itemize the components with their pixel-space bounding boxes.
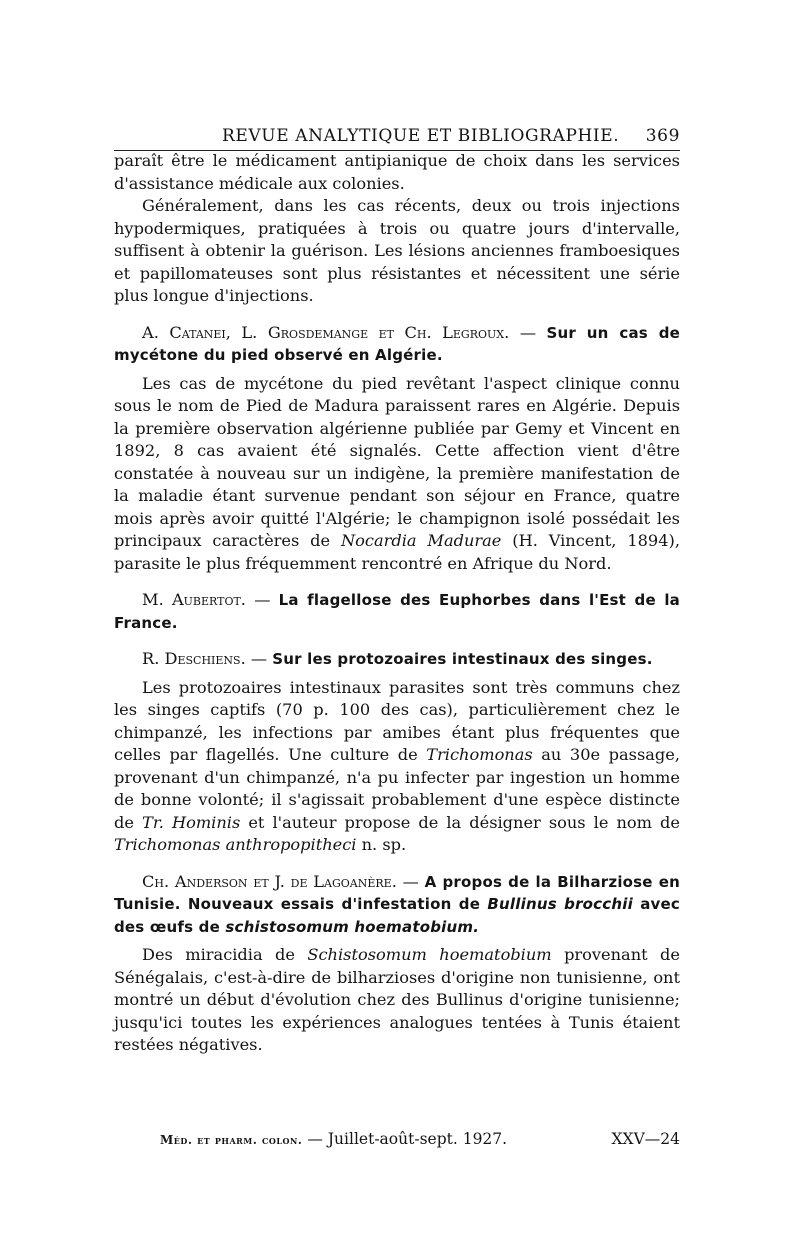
entry-heading-aubertot xyxy=(114,589,680,634)
entry-heading-catanei xyxy=(114,322,680,367)
species-name: Nocardia Madurae xyxy=(340,531,502,550)
entry-heading-anderson xyxy=(114,871,680,939)
species-name: Tr. Hominis xyxy=(142,812,241,832)
entry-authors: Ch. Anderson et J. de Lagoanère. xyxy=(142,871,397,891)
carry-over-paragraph-2: Généralement, dans les cas récents, deux ou trois injections hypodermiques, pratiquées à trois ou quatre jours d'intervalle, suffisent à obtenir la guérison. Les lésions anciennes framboesiques et papillomateuses sont plus résistantes et nécessitent une série plus longue d'injections. xyxy=(114,196,680,305)
species-name: schistosomum hoematobium. xyxy=(225,917,480,936)
entry-title: Sur un cas de mycétone du pied observé en Algérie. xyxy=(114,323,681,364)
species-name: Trichomonas anthropopitheci xyxy=(114,835,357,854)
entry-heading-deschiens xyxy=(114,648,680,671)
species-name: Bullinus brocchii xyxy=(487,895,633,913)
entry-abstract-anderson xyxy=(114,944,680,1057)
signature-mark: XXV—24 xyxy=(611,1130,680,1148)
entry-dash: — xyxy=(519,322,536,342)
abstract-text: (H. Vincent, 1894), parasite le plus fréquemment rencontré en Afrique du Nord. xyxy=(114,531,680,573)
entry-title: La flagellose des Euphorbes dans l'Est de la France. xyxy=(114,591,681,632)
entry-dash: — xyxy=(254,590,271,609)
abstract-text: provenant de Sénégalais, c'est-à-dire de bilharzioses d'origine non tunisienne, ont montré un début d'évolution chez des Bullinus d'origine tunisienne; jusqu'ici toutes les expériences analogues tentées à Tunis étaient restées négatives. xyxy=(114,945,680,1054)
running-title: REVUE ANALYTIQUE ET BIBLIOGRAPHIE. xyxy=(222,126,620,146)
page-body xyxy=(114,150,680,1057)
entry-authors: A. Catanei, L. Grosdemange et Ch. Legroux. xyxy=(142,322,510,342)
abstract-text: Des miracidia de xyxy=(142,945,295,964)
entry-abstract-catanei xyxy=(114,373,680,576)
entry-abstract-deschiens xyxy=(114,677,680,857)
running-header xyxy=(114,118,680,151)
page-number: 369 xyxy=(645,126,680,146)
abstract-text: Les cas de mycétone du pied revêtant l'aspect clinique connu sous le nom de Pied de Madura paraissent rares en Algérie. Depuis la première observation algérienne publiée par Gemy et Vincent en 1892, 8 cas avaient été signalés. Cette affection vient d'être constatée à nouveau sur un indigène, la première manifestation de la maladie étant survenue pendant son séjour en France, quatre mois après avoir quitté l'Algérie; le champignon isolé possédait les principaux caractères de xyxy=(114,373,680,550)
entry-dash: — xyxy=(402,871,419,891)
title-text: A propos de la Bilharziose en Tunisie. Nouveaux essais d'infestation de xyxy=(114,872,680,913)
species-name: Schistosomum hoematobium xyxy=(307,945,552,964)
species-name: Trichomonas xyxy=(426,745,533,764)
journal-name: Méd. et pharm. colon. xyxy=(160,1133,303,1147)
abstract-text: au 30e passage, provenant d'un chimpanzé, n'a pu infecter par ingestion un homme de bonne volonté; il s'agissait probablement d'une espèce distincte de xyxy=(114,745,680,832)
page-footer xyxy=(114,1130,680,1148)
entry-authors: M. Aubertot. xyxy=(142,590,246,609)
footer-citation xyxy=(114,1130,507,1148)
entry-authors: R. Deschiens. xyxy=(142,649,246,668)
entry-dash: — xyxy=(250,649,268,668)
carry-over-paragraph: paraît être le médicament antipianique de choix dans les services d'assistance médicale aux colonies. xyxy=(114,151,680,193)
title-text: avec des œufs de xyxy=(114,895,680,936)
issue-date: Juillet-août-sept. 1927. xyxy=(327,1130,508,1148)
footer-dash: — xyxy=(307,1130,323,1148)
abstract-text: n. sp. xyxy=(361,835,407,854)
abstract-text: et l'auteur propose de la désigner sous le nom de xyxy=(248,812,680,832)
abstract-text: Les protozoaires intestinaux parasites sont très communs chez les singes captifs (70 p. 100 des cas), particulièrement chez le chimpanzé, les infections par amibes étant plus fréquentes que celles par flagellés. Une culture de xyxy=(114,677,680,764)
entry-title: Sur les protozoaires intestinaux des singes. xyxy=(272,650,653,668)
